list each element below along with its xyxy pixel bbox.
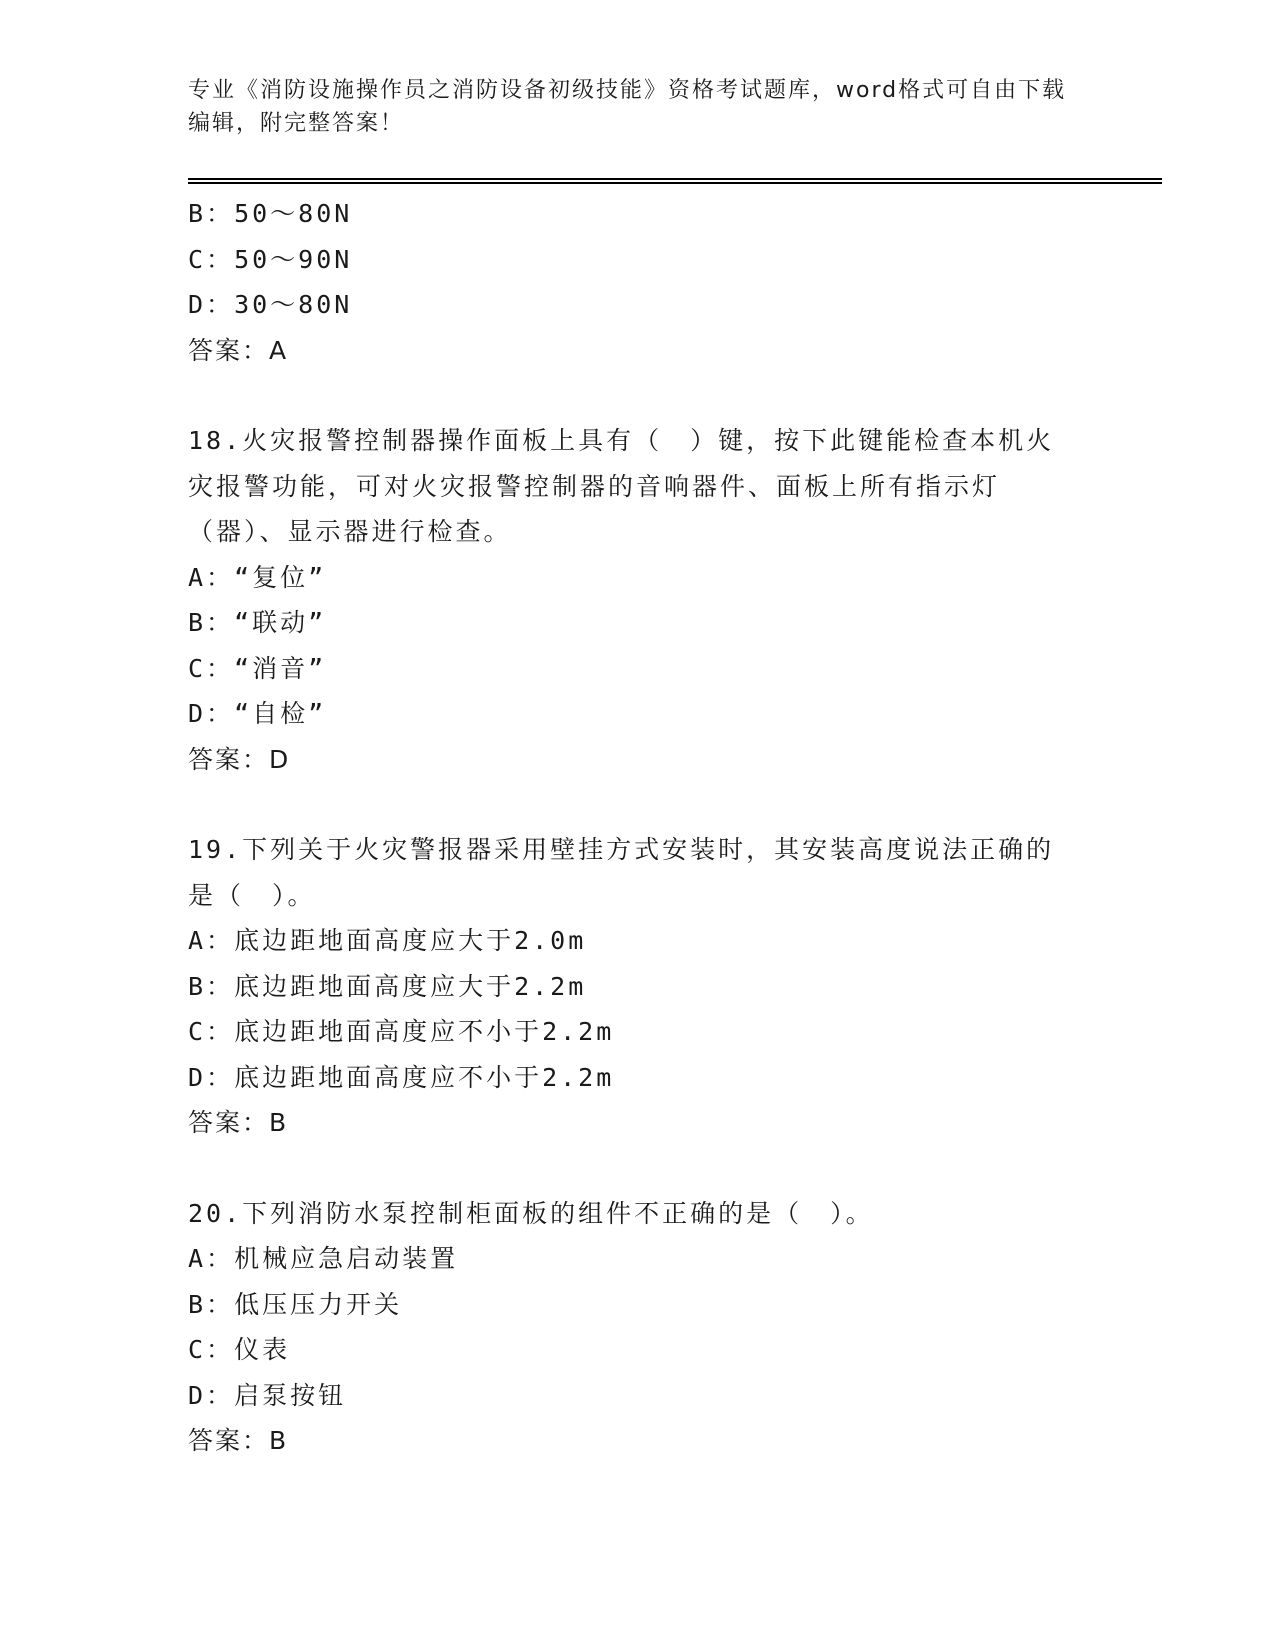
option-text: “自检” [234,699,327,728]
option-text: 仪表 [234,1335,291,1364]
option-text: 底边距地面高度应不小于2.2m [234,1017,615,1046]
option-d [188,1373,1088,1419]
option-d [188,282,1088,328]
option-label: A： [188,1244,235,1273]
answer: 答案：B [188,1426,289,1455]
question-19 [188,827,1088,1146]
option-text: 30～80N [234,290,353,319]
option-label: A： [188,562,235,592]
document-header: 专业《消防设施操作员之消防设备初级技能》资格考试题库，word格式可自由下载编辑，附完整答案！ [188,78,1067,136]
option-text: 底边距地面高度应大于2.0m [234,926,587,955]
option-label: D： [188,290,235,319]
question-list [188,191,1088,1464]
option-b [188,964,1088,1010]
question-18 [188,418,1088,782]
answer: 答案：B [188,1108,289,1137]
option-a [188,918,1088,964]
option-text: “复位” [234,562,327,592]
option-label: B： [188,1289,235,1319]
option-b [188,1282,1088,1328]
option-label: C： [188,1017,235,1046]
option-d [188,691,1088,737]
answer: 答案：A [188,335,289,365]
option-text: “联动” [234,608,327,637]
option-text: 机械应急启动装置 [234,1244,459,1273]
option-label: C： [188,1335,235,1364]
question-text: 18.火灾报警控制器操作面板上具有（ ）键，按下此键能检查本机火灾报警功能，可对火灾报警控制器的音响器件、面板上所有指示灯（器）、显示器进行检查。 [188,426,1055,546]
option-label: D： [188,1062,235,1092]
option-text: 50～90N [234,244,353,274]
option-label: D： [188,699,235,728]
question-text: 20.下列消防水泵控制柜面板的组件不正确的是（ ）。 [188,1198,874,1228]
option-label: D： [188,1380,235,1410]
option-a [188,555,1088,601]
option-b [188,600,1088,646]
option-label: C： [188,244,235,274]
option-label: A： [188,926,235,955]
answer: 答案：D [188,744,291,774]
option-b [188,191,1088,237]
option-text: 低压压力开关 [234,1289,403,1319]
option-text: “消音” [234,653,327,683]
option-c [188,1009,1088,1055]
option-c [188,237,1088,283]
option-c [188,1327,1088,1373]
question-20 [188,1191,1088,1464]
option-label: B： [188,199,235,228]
option-d [188,1055,1088,1101]
option-label: B： [188,971,235,1001]
option-label: B： [188,608,235,637]
option-c [188,646,1088,692]
option-text: 50～80N [234,199,353,228]
question-text: 19.下列关于火灾警报器采用壁挂方式安装时，其安装高度说法正确的是（ ）。 [188,835,1055,910]
option-text: 启泵按钮 [234,1380,347,1410]
option-text: 底边距地面高度应不小于2.2m [234,1062,615,1092]
header-rule-bottom [188,182,1162,184]
option-a [188,1236,1088,1282]
option-label: C： [188,653,235,683]
header-rule-top [188,178,1162,180]
question-partial [188,191,1088,373]
option-text: 底边距地面高度应大于2.2m [234,971,587,1001]
